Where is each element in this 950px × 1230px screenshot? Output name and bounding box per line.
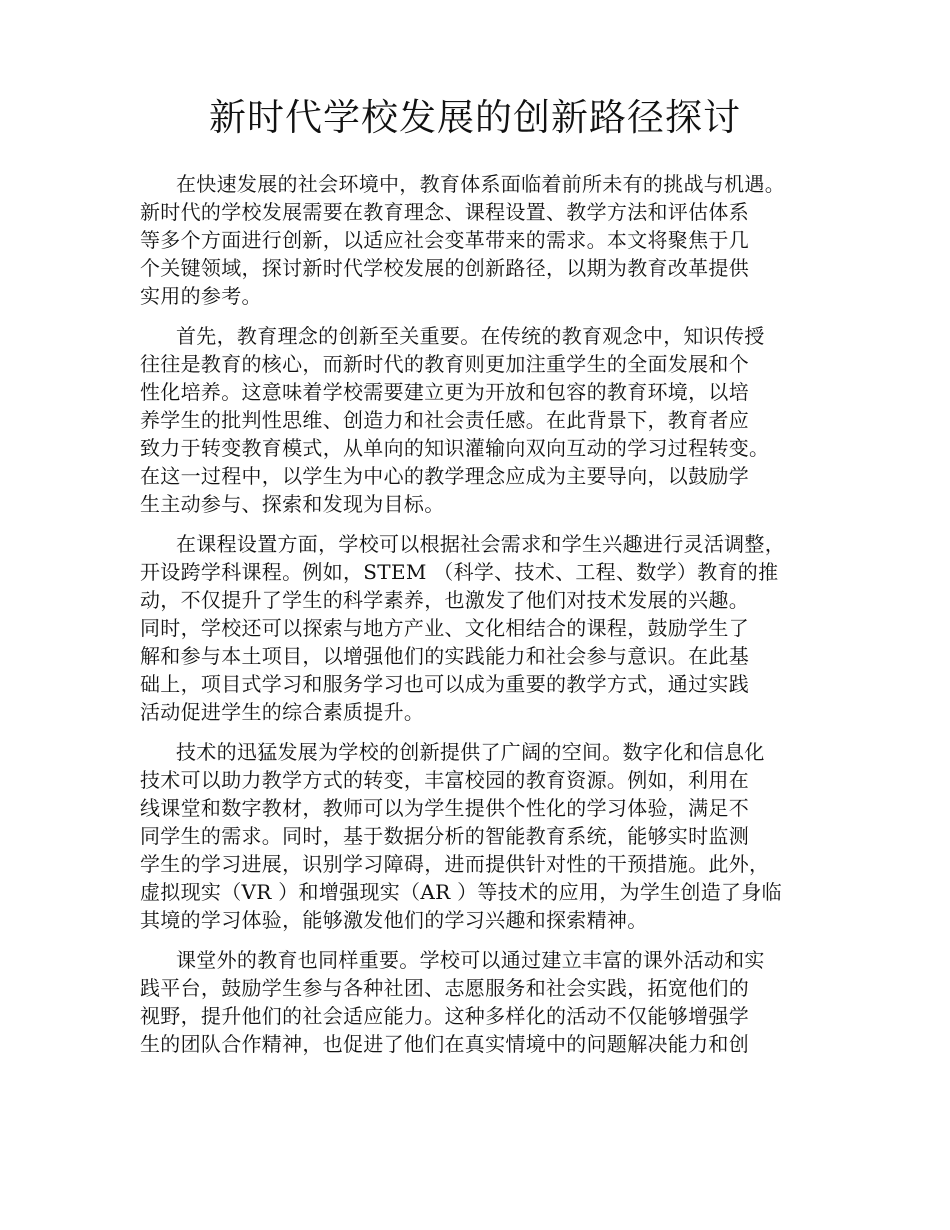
- paragraph-line: 实用的参考。: [140, 284, 262, 308]
- paragraph: [140, 170, 830, 310]
- paragraph-line: 解和参与本土项目，以增强他们的实践能力和社会参与意识。在此基: [140, 644, 749, 668]
- paragraph-line: 性化培养。这意味着学校需要建立更为开放和包容的教育环境，以培: [140, 380, 749, 404]
- paragraph: [140, 946, 830, 1058]
- paragraph-line: 同学生的需求。同时，基于数据分析的智能教育系统，能够实时监测: [140, 824, 749, 848]
- paragraph-line: 个关键领域，探讨新时代学校发展的创新路径，以期为教育改革提供: [140, 256, 749, 280]
- paragraph-line: 线课堂和数字教材，教师可以为学生提供个性化的学习体验，满足不: [140, 796, 749, 820]
- paragraph-line: 学生的学习进展，识别学习障碍，进而提供针对性的干预措施。此外，: [140, 852, 770, 876]
- paragraph-line: 生的团队合作精神，也促进了他们在真实情境中的问题解决能力和创: [140, 1032, 749, 1056]
- paragraph-line: 技术可以助力教学方式的转变，丰富校园的教育资源。例如，利用在: [140, 768, 749, 792]
- paragraph-line: 新时代的学校发展需要在教育理念、课程设置、教学方法和评估体系: [140, 200, 749, 224]
- paragraph: [140, 530, 830, 726]
- paragraph-line: 养学生的批判性思维、创造力和社会责任感。在此背景下，教育者应: [140, 408, 749, 432]
- paragraph-line: 同时，学校还可以探索与地方产业、文化相结合的课程，鼓励学生了: [140, 616, 749, 640]
- paragraph: [140, 738, 830, 934]
- paragraph-line: 动，不仅提升了学生的科学素养，也激发了他们对技术发展的兴趣。: [140, 588, 749, 612]
- paragraph-line: 致力于转变教育模式，从单向的知识灌输向双向互动的学习过程转变。: [140, 436, 770, 460]
- paragraph-line: 活动促进学生的综合素质提升。: [140, 700, 425, 724]
- paragraph-line: 在课程设置方面，学校可以根据社会需求和学生兴趣进行灵活调整，: [176, 532, 785, 556]
- paragraph-line: 课堂外的教育也同样重要。学校可以通过建立丰富的课外活动和实: [176, 948, 765, 972]
- paragraph-line: 等多个方面进行创新，以适应社会变革带来的需求。本文将聚焦于几: [140, 228, 749, 252]
- paragraph-line: 在这一过程中，以学生为中心的教学理念应成为主要导向，以鼓励学: [140, 464, 749, 488]
- paragraph: [140, 322, 830, 518]
- paragraph-line: 其境的学习体验，能够激发他们的学习兴趣和探索精神。: [140, 908, 648, 932]
- paragraph-line: 础上，项目式学习和服务学习也可以成为重要的教学方式，通过实践: [140, 672, 749, 696]
- paragraph-line: 往往是教育的核心，而新时代的教育则更加注重学生的全面发展和个: [140, 352, 749, 376]
- paragraph-line: 首先，教育理念的创新至关重要。在传统的教育观念中，知识传授: [176, 324, 765, 348]
- paragraph-line: 虚拟现实（VR ）和增强现实（AR ）等技术的应用，为学生创造了身临: [140, 880, 782, 904]
- document-body: [140, 170, 830, 1070]
- paragraph-line: 践平台，鼓励学生参与各种社团、志愿服务和社会实践，拓宽他们的: [140, 976, 749, 1000]
- paragraph-line: 开设跨学科课程。例如，STEM （科学、技术、工程、数学）教育的推: [140, 560, 779, 584]
- paragraph-line: 技术的迅猛发展为学校的创新提供了广阔的空间。数字化和信息化: [176, 740, 765, 764]
- paragraph-line: 生主动参与、探索和发现为目标。: [140, 492, 445, 516]
- document-title: 新时代学校发展的创新路径探讨: [209, 96, 741, 139]
- paragraph-line: 视野，提升他们的社会适应能力。这种多样化的活动不仅能够增强学: [140, 1004, 749, 1028]
- paragraph-line: 在快速发展的社会环境中，教育体系面临着前所未有的挑战与机遇。: [176, 172, 785, 196]
